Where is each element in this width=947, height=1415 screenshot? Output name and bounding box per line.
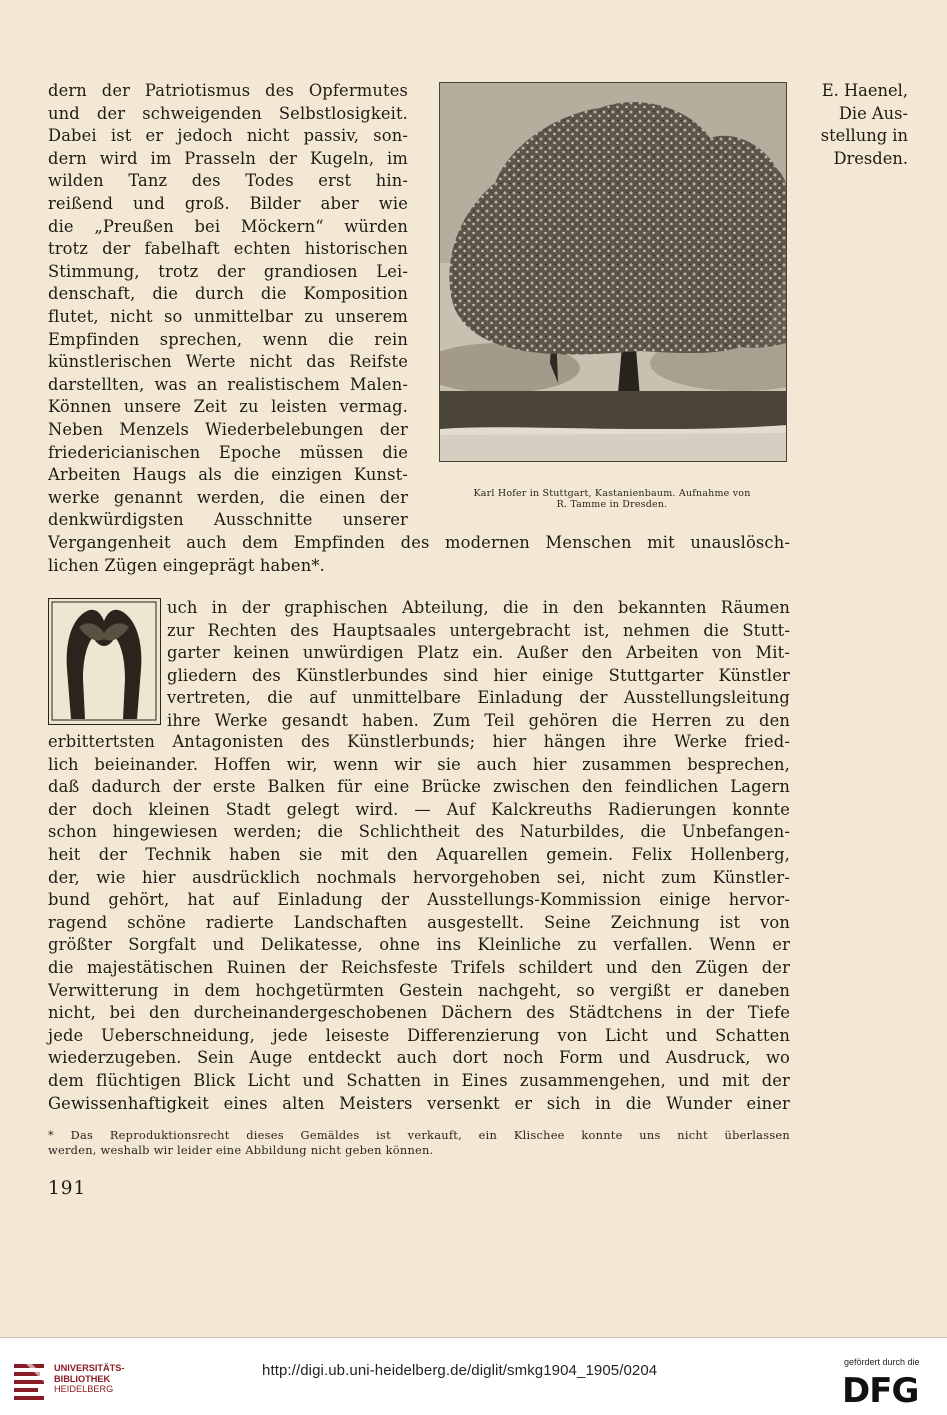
text-line: Gewissenhaftigkeit eines alten Meisters versenkt er sich in die Wunder einer bbox=[48, 1093, 790, 1113]
chestnut-tree-photograph bbox=[439, 82, 787, 462]
footnote-line: * Das Reproduktionsrecht dieses Gemäldes ist verkauft, ein Klischee konnte uns nicht überlassen bbox=[48, 1128, 790, 1142]
text-line: größter Sorgfalt und Delikatesse, ohne ins Kleinliche zu verfallen. Wenn er bbox=[48, 935, 790, 955]
marginal-note-line: stellung in bbox=[820, 126, 908, 146]
text-line: ragend schöne radierte Landschaften ausgestellt. Seine Zeichnung ist von bbox=[48, 912, 790, 932]
decorated-initial bbox=[48, 598, 161, 725]
text-line: vertreten, die auf unmittelbare Einladung der Ausstellungsleitung bbox=[167, 688, 790, 708]
text-line: gliedern des Künstlerbundes sind hier einige Stuttgarter Künstler bbox=[167, 665, 790, 685]
text-line: Dabei ist er jedoch nicht passiv, son- bbox=[48, 126, 408, 146]
text-line: denkwürdigsten Ausschnitte unserer bbox=[48, 510, 408, 530]
library-name-line: HEIDELBERG bbox=[54, 1384, 114, 1394]
text-line: nicht, bei den durcheinandergeschobenen Dächern des Städtchens in der Tiefe bbox=[48, 1003, 790, 1023]
text-line: die majestätischen Ruinen der Reichsfeste Trifels schildert und den Zügen der bbox=[48, 957, 790, 977]
text-line: bund gehört, hat auf Einladung der Ausstellungs-Kommission einige hervor- bbox=[48, 890, 790, 910]
text-line: der doch kleinen Stadt gelegt wird. — Auf Kalckreuths Radierungen konnte bbox=[48, 799, 790, 819]
caption-line: R. Tamme in Dresden. bbox=[556, 499, 668, 510]
caption-line: Karl Hofer in Stuttgart, Kastanienbaum. Aufnahme von bbox=[473, 488, 751, 499]
marginal-note-line: Dresden. bbox=[833, 148, 908, 168]
text-line: darstellten, was an realistischem Malen- bbox=[48, 374, 408, 394]
text-line: werke genannt werden, die einen der bbox=[48, 487, 408, 507]
text-line: jede Ueberschneidung, jede leiseste Differenzierung von Licht und Schatten bbox=[48, 1025, 790, 1045]
text-line: dern wird im Prasseln der Kugeln, im bbox=[48, 148, 408, 168]
text-line: Vergangenheit auch dem Empfinden des modernen Menschen mit unauslösch- bbox=[48, 533, 790, 552]
text-line: Empfinden sprechen, wenn die rein bbox=[48, 329, 408, 349]
text-line: die „Preußen bei Möckern“ würden bbox=[48, 216, 408, 236]
library-name[interactable] bbox=[54, 1363, 124, 1395]
permalink-url[interactable]: http://digi.ub.uni-heidelberg.de/diglit/smkg1904_1905/0204 bbox=[262, 1362, 658, 1379]
text-line: heit der Technik haben sie mit den Aquarellen gemein. Felix Hollenberg, bbox=[48, 844, 790, 864]
text-line: Verwitterung in dem hochgetürmten Gestein nachgeht, so vergißt er daneben bbox=[48, 980, 790, 1000]
text-line: und der schweigenden Selbstlosigkeit. bbox=[48, 103, 408, 123]
marginal-note-author: E. Haenel, bbox=[821, 81, 908, 100]
dfg-logo[interactable]: DFG bbox=[842, 1371, 919, 1411]
text-line: ihre Werke gesandt haben. Zum Teil gehören die Herren zu den bbox=[167, 710, 790, 730]
tree-illustration bbox=[440, 83, 787, 462]
text-block-top bbox=[48, 532, 790, 577]
text-line: Stimmung, trotz der grandiosen Lei- bbox=[48, 261, 408, 281]
text-line: uch in der graphischen Abteilung, die in den bekannten Räumen bbox=[167, 598, 790, 617]
text-line: wilden Tanz des Todes erst hin- bbox=[48, 171, 408, 191]
initial-a-figures-icon bbox=[49, 599, 159, 723]
figure-caption bbox=[432, 488, 792, 510]
text-line: Können unsere Zeit zu leisten vermag. bbox=[48, 397, 408, 417]
text-line: zur Rechten des Hauptsaales untergebracht ist, nehmen die Stutt- bbox=[167, 620, 790, 640]
initial-letter: A bbox=[98, 676, 110, 695]
text-line: Neben Menzels Wiederbelebungen der bbox=[48, 419, 408, 439]
text-line: erbittertsten Antagonisten des Künstlerbunds; hier hängen ihre Werke fried- bbox=[48, 732, 790, 751]
library-name-line: BIBLIOTHEK bbox=[54, 1373, 111, 1384]
text-line: reißend und groß. Bilder aber wie bbox=[48, 193, 408, 213]
text-line: Arbeiten Haugs als die einzigen Kunst- bbox=[48, 465, 408, 485]
text-line: dem flüchtigen Blick Licht und Schatten in Eines zusammengehen, und mit der bbox=[48, 1070, 790, 1090]
marginal-note bbox=[812, 80, 908, 170]
text-line: flutet, nicht so unmittelbar zu unserem bbox=[48, 306, 408, 326]
funding-label: gefördert durch die bbox=[844, 1357, 920, 1367]
text-line: garter keinen unwürdigen Platz ein. Außer den Arbeiten von Mit- bbox=[167, 643, 790, 663]
text-block-main bbox=[48, 731, 790, 1115]
university-library-logo-icon[interactable] bbox=[10, 1360, 48, 1402]
library-name-line: UNIVERSITÄTS- bbox=[54, 1363, 125, 1373]
text-block-initial bbox=[167, 597, 790, 733]
text-column-left bbox=[48, 80, 408, 532]
text-line: denschaft, die durch die Komposition bbox=[48, 284, 408, 304]
text-line: lich beieinander. Hoffen wir, wenn wir sie auch hier zusammen besprechen, bbox=[48, 754, 790, 774]
footnote bbox=[48, 1128, 790, 1157]
digital-library-footer bbox=[0, 1337, 947, 1415]
marginal-note-line: Die Aus- bbox=[838, 103, 908, 123]
text-line: künstlerischen Werte nicht das Reifste bbox=[48, 352, 408, 372]
text-line: schon hingewiesen werden; die Schlichtheit des Naturbildes, die Unbefangen- bbox=[48, 822, 790, 842]
page-number: 191 bbox=[48, 1178, 87, 1199]
footnote-line: werden, weshalb wir leider eine Abbildung nicht geben können. bbox=[48, 1142, 434, 1157]
text-line: friedericianischen Epoche müssen die bbox=[48, 442, 408, 462]
text-line: der, wie hier ausdrücklich nochmals hervorgehoben sei, nicht zum Künstler- bbox=[48, 867, 790, 887]
text-line: dern der Patriotismus des Opfermutes bbox=[48, 81, 408, 100]
text-line: lichen Zügen eingeprägt haben*. bbox=[48, 555, 325, 575]
text-line: trotz der fabelhaft echten historischen bbox=[48, 239, 408, 259]
text-line: wiederzugeben. Sein Auge entdeckt auch dort noch Form und Ausdruck, wo bbox=[48, 1048, 790, 1068]
text-line: daß dadurch der erste Balken für eine Brücke zwischen den feindlichen Lagern bbox=[48, 777, 790, 797]
